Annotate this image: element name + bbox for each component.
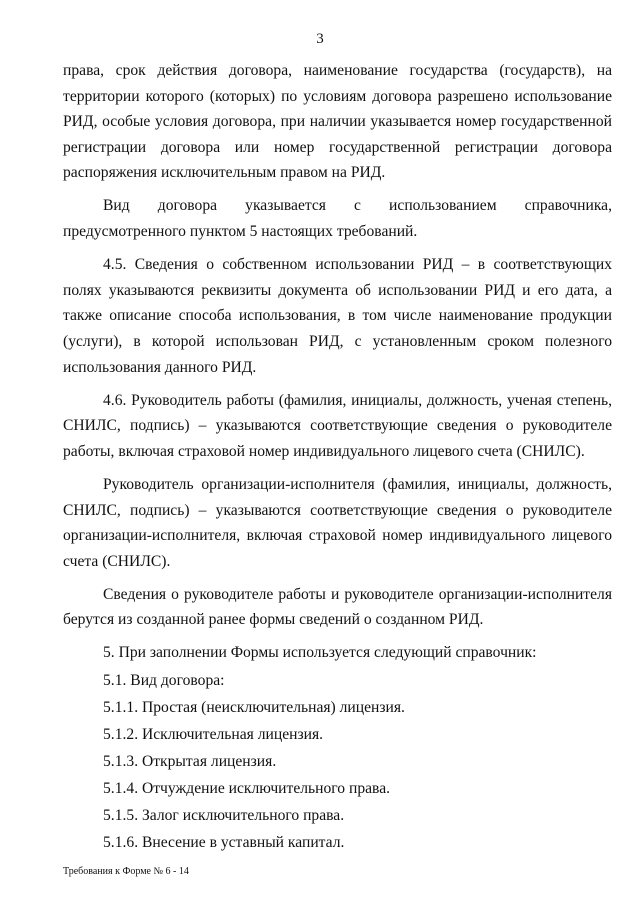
list-item-capital-contribution: 5.1.6. Внесение в уставный капитал. <box>103 834 345 852</box>
paragraph-heads-source: Сведения о руководителе работы и руководителе организации-исполнителя берутся из созданной ранее формы сведений о созданном РИД. <box>63 585 612 629</box>
paragraph-work-head: 4.6. Руководитель работы (фамилия, инициалы, должность, ученая степень, СНИЛС, подпись) – указываются соответствующие сведения о руководителе работы, включая страховой номер индивидуального лицевого счета (СНИЛС). <box>63 391 612 460</box>
document-body <box>63 58 612 857</box>
page-number: 3 <box>316 31 324 47</box>
paragraph-own-use: 4.5. Сведения о собственном использовании РИД – в соответствующих полях указываются реквизиты документа об использовании РИД и его дата, а также описание способа использования, в том числе наименование продукции (услуги), в которой использован РИД, с установленным сроком полезного использования данного РИД. <box>63 256 612 376</box>
list-item-pledge: 5.1.5. Залог исключительного права. <box>103 807 345 825</box>
paragraph-org-head: Руководитель организации-исполнителя (фамилия, инициалы, должность, СНИЛС, подпись) – указываются соответствующие сведения о руководителе организации-исполнителя, включая страховой номер индивидуального лицевого счета (СНИЛС). <box>63 475 612 570</box>
list-item-contract-type: 5.1. Вид договора: <box>103 671 225 689</box>
page-footer: Требования к Форме № 6 - 14 <box>63 866 189 877</box>
list-item-exclusive-license: 5.1.2. Исключительная лицензия. <box>103 725 324 743</box>
paragraph-contract-type: Вид договора указывается с использованием справочника, предусмотренного пунктом 5 настоящих требований. <box>63 197 612 241</box>
list-item-simple-license: 5.1.1. Простая (неисключительная) лицензия. <box>103 698 405 716</box>
paragraph-contract-details: права, срок действия договора, наименование государства (государств), на территории которого (которых) по условиям договора разрешено использование РИД, особые условия договора, при наличии указывается номер государственной регистрации договора или номер государственной регистрации договора распоряжения исключительным правом на РИД. <box>63 62 612 182</box>
list-item-reference-intro: 5. При заполнении Формы используется следующий справочник: <box>103 644 537 662</box>
list-item-open-license: 5.1.3. Открытая лицензия. <box>103 752 277 770</box>
list-item-alienation: 5.1.4. Отчуждение исключительного права. <box>103 779 391 797</box>
